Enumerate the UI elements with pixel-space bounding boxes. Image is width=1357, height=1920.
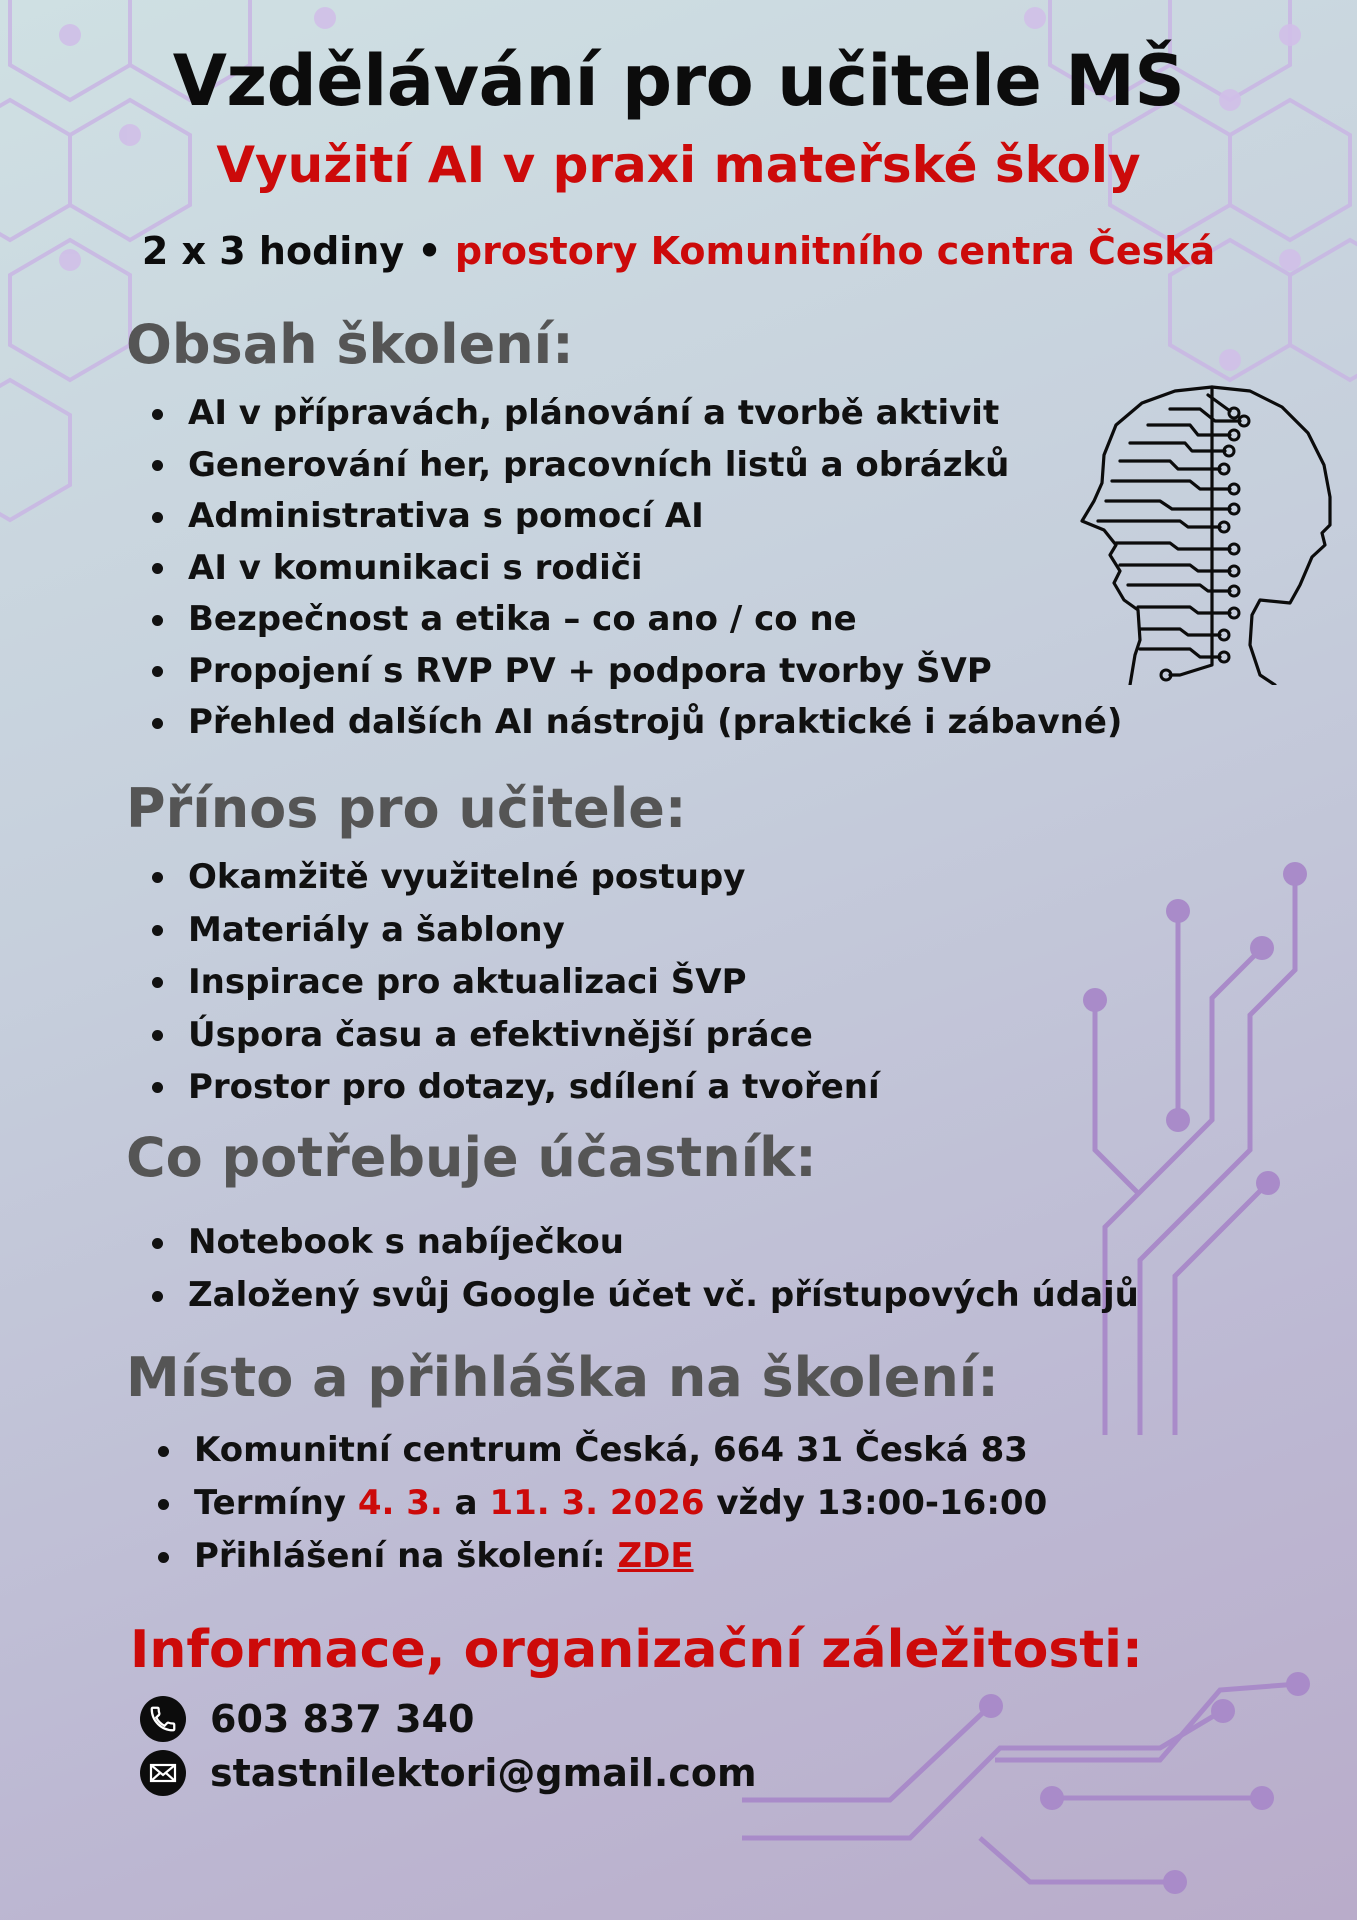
date-first: 4. 3. [357, 1483, 443, 1523]
requirements-list [188, 1216, 1139, 1322]
signup-item [194, 1530, 1047, 1583]
requirements-heading: Co potřebuje účastník: [126, 1126, 817, 1189]
duration-text: 2 x 3 hodiny • [141, 229, 442, 273]
email-address: stastnilektori@gmail.com [210, 1751, 757, 1795]
list-item: Založený svůj Google účet vč. přístupových údajů [188, 1269, 1139, 1322]
list-item: Notebook s nabíječkou [188, 1216, 1139, 1269]
address-item: Komunitní centrum Česká, 664 31 Česká 83 [194, 1424, 1047, 1477]
venue-text: prostory Komunitního centra Česká [454, 229, 1216, 273]
benefits-heading: Přínos pro učitele: [126, 777, 687, 840]
email-contact[interactable] [140, 1750, 757, 1796]
signup-link[interactable]: ZDE [617, 1536, 694, 1576]
list-item: Propojení s RVP PV + podpora tvorby ŠVP [188, 646, 1122, 698]
course-meta [0, 229, 1357, 273]
ai-head-illustration [1080, 385, 1335, 685]
list-item: Inspirace pro aktualizaci ŠVP [188, 956, 880, 1009]
info-heading: Informace, organizační záležitosti: [130, 1620, 1143, 1680]
list-item: AI v komunikaci s rodiči [188, 543, 1122, 595]
list-item: Prostor pro dotazy, sdílení a tvoření [188, 1061, 880, 1114]
dates-time: vždy 13:00-16:00 [716, 1483, 1048, 1523]
list-item: Generování her, pracovních listů a obrázků [188, 440, 1122, 492]
list-item: Administrativa s pomocí AI [188, 491, 1122, 543]
envelope-icon [140, 1750, 186, 1796]
list-item: Úspora času a efektivnější práce [188, 1009, 880, 1062]
dates-and: a [454, 1483, 478, 1523]
dates-item [194, 1477, 1047, 1530]
place-heading: Místo a přihláška na školení: [126, 1346, 999, 1409]
list-item: Bezpečnost a etika – co ano / co ne [188, 594, 1122, 646]
place-list [194, 1424, 1047, 1583]
list-item: Přehled dalších AI nástrojů (praktické i zábavné) [188, 697, 1122, 749]
content-heading: Obsah školení: [126, 313, 574, 376]
content-list [188, 388, 1122, 749]
phone-icon [140, 1696, 186, 1742]
dates-prefix: Termíny [194, 1483, 346, 1523]
phone-number: 603 837 340 [210, 1697, 475, 1741]
poster-subtitle: Využití AI v praxi mateřské školy [216, 136, 1141, 194]
signup-label: Přihlášení na školení: [194, 1536, 606, 1576]
phone-contact[interactable] [140, 1696, 474, 1742]
poster-title: Vzdělávání pro učitele MŠ [172, 40, 1185, 122]
list-item: Okamžitě využitelné postupy [188, 851, 880, 904]
list-item: AI v přípravách, plánování a tvorbě aktivit [188, 388, 1122, 440]
benefits-list [188, 851, 880, 1114]
date-second: 11. 3. 2026 [489, 1483, 705, 1523]
list-item: Materiály a šablony [188, 904, 880, 957]
